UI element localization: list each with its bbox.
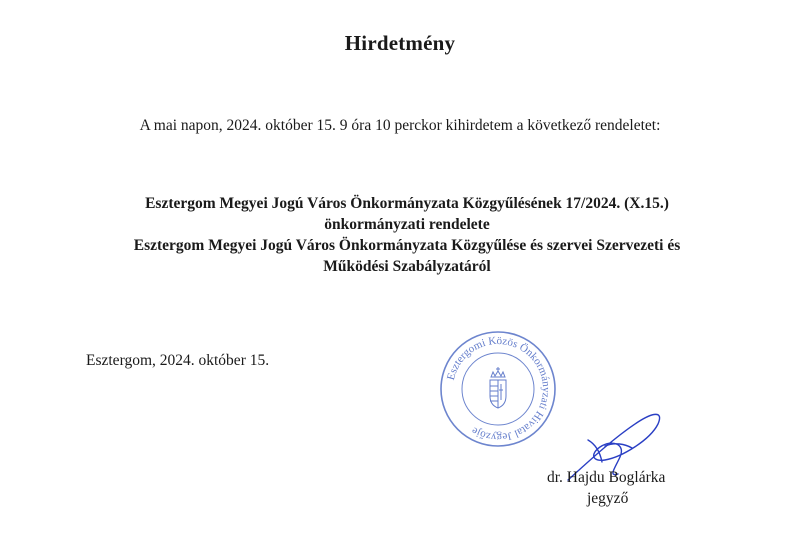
decree-block — [60, 193, 754, 277]
stamp-text: Esztergomi Közös Önkormányzati Hivatal Jegyzője — [444, 334, 553, 444]
page-title: Hirdetmény — [344, 31, 456, 55]
official-stamp — [437, 328, 559, 450]
signer-name: dr. Hajdu Boglárka — [547, 469, 666, 486]
coat-of-arms-icon — [490, 367, 506, 408]
intro-text: A mai napon, 2024. október 15. 9 óra 10 perckor kihirdetem a következő rendeletet: — [139, 117, 661, 134]
signer-title: jegyző — [587, 490, 629, 507]
decree-line-4: Működési Szabályzatáról — [323, 258, 491, 275]
decree-line-2: önkormányzati rendelete — [324, 216, 490, 233]
decree-line-3: Esztergom Megyei Jogú Város Önkormányzata Közgyűlése és szervei Szervezeti és — [133, 237, 681, 254]
place-and-date: Esztergom, 2024. október 15. — [86, 352, 270, 369]
decree-line-1: Esztergom Megyei Jogú Város Önkormányzata Közgyűlésének 17/2024. (X.15.) — [145, 195, 669, 212]
